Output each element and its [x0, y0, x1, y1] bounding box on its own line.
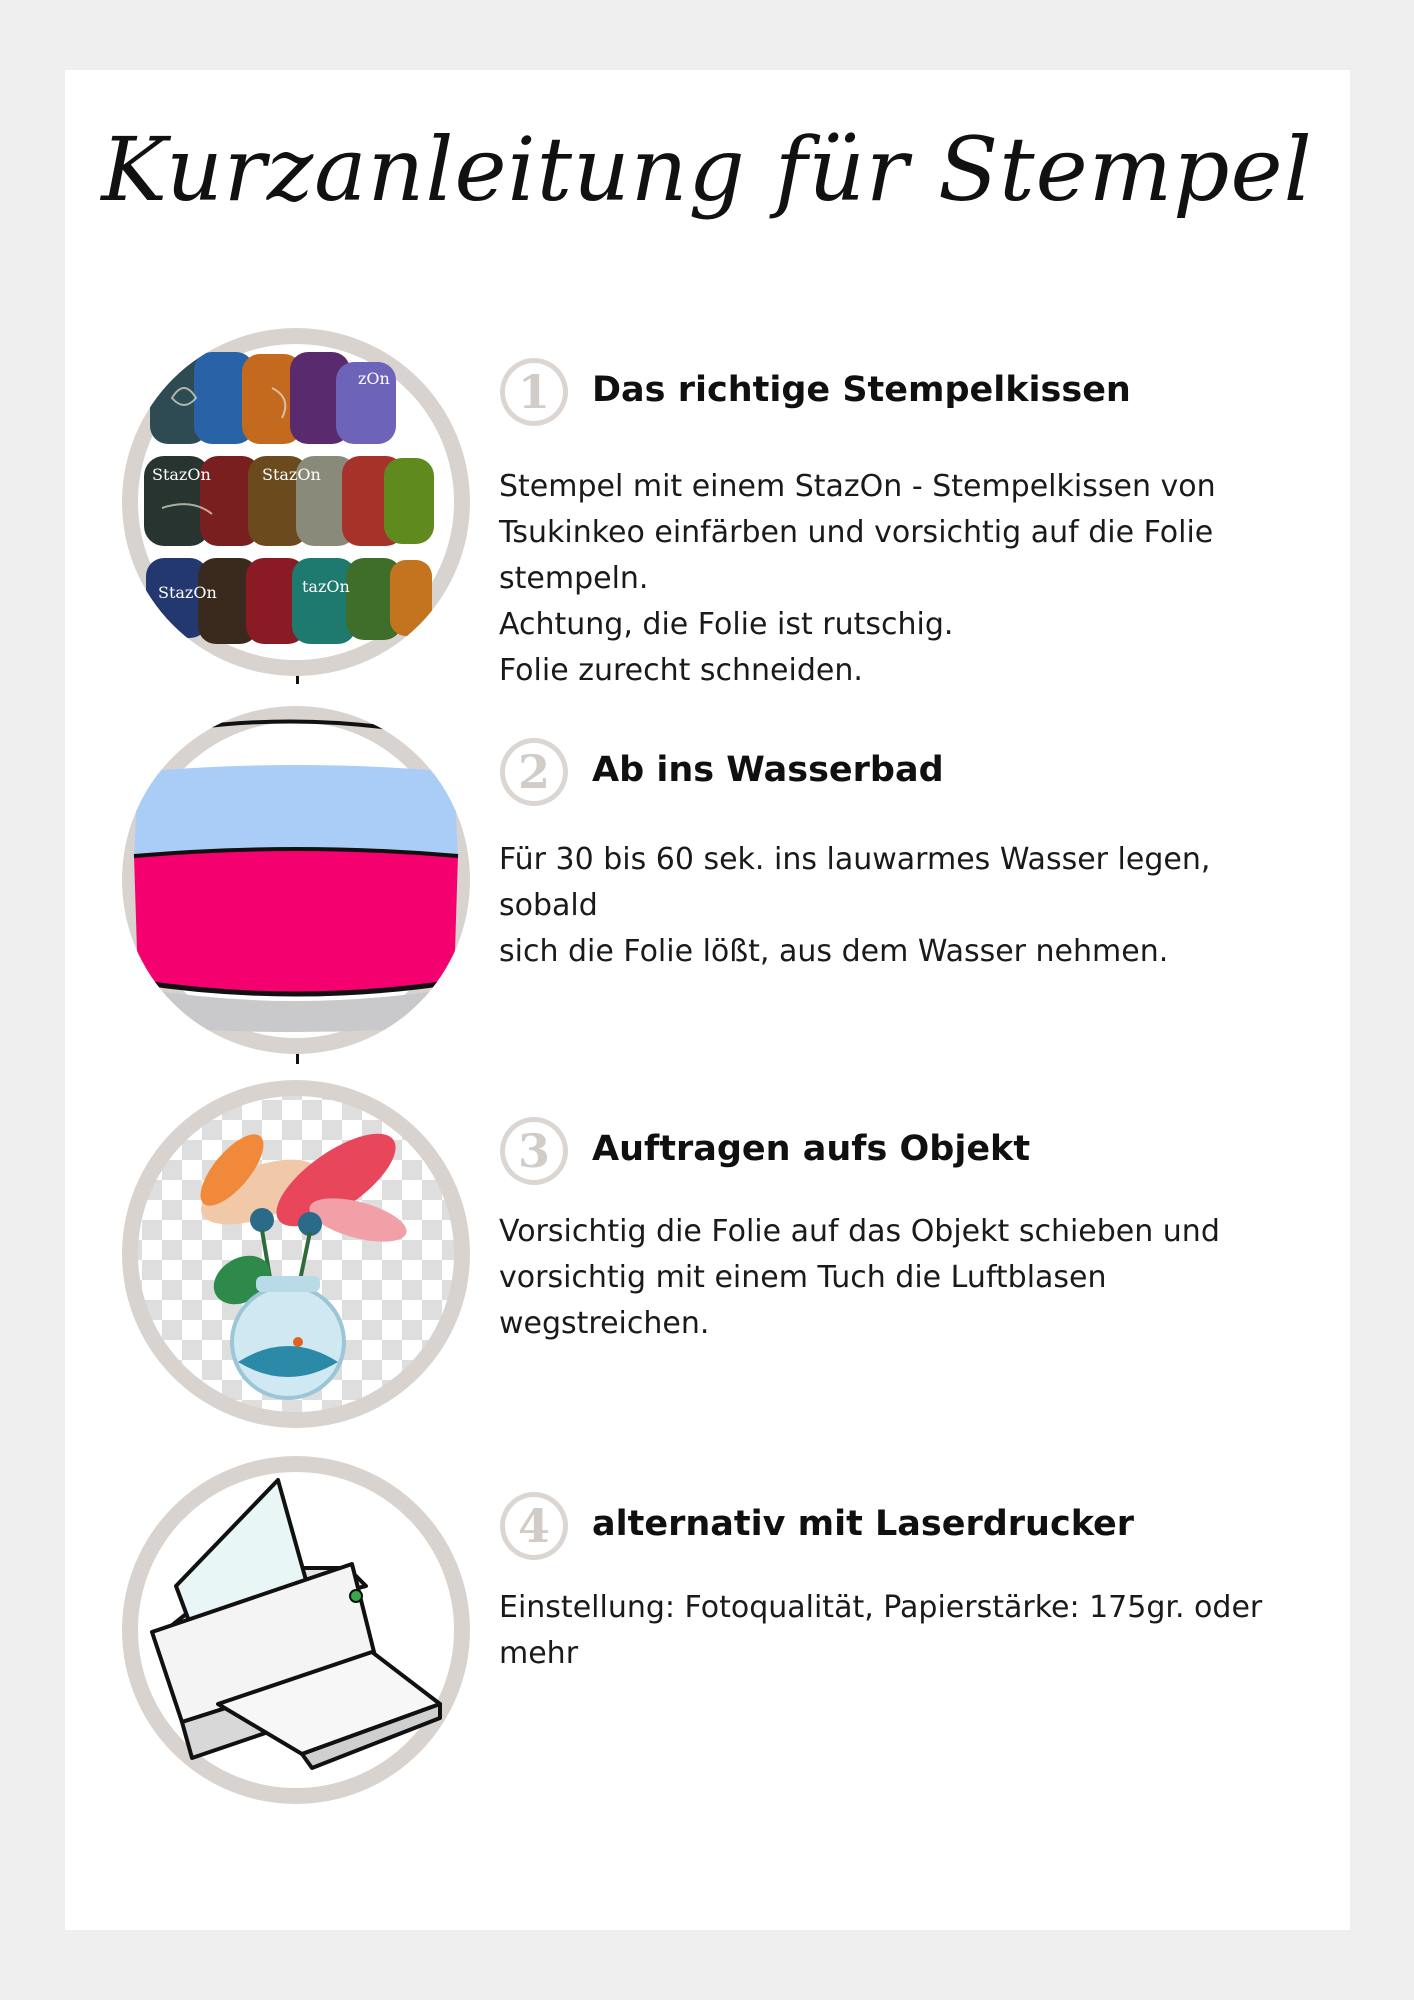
step-3-text: [499, 1209, 1299, 1347]
text-line: mehr: [499, 1636, 579, 1671]
ink-pad-label: StazOn: [152, 465, 211, 484]
step-number: 4: [505, 1497, 563, 1555]
step-4-title: alternativ mit Laserdrucker: [592, 1504, 1135, 1544]
step-2-title: Ab ins Wasserbad: [592, 750, 944, 790]
text-line: Einstellung: Fotoqualität, Papierstärke: 175gr. oder: [499, 1590, 1263, 1625]
step-number: 2: [505, 743, 563, 801]
text-line: Stempel mit einem StazOn - Stempelkissen von: [499, 469, 1216, 504]
page-title: Kurzanleitung für Stempel: [101, 118, 1313, 221]
step-1-title: Das richtige Stempelkissen: [592, 370, 1131, 410]
text-line: Vorsichtig die Folie auf das Objekt schieben und: [499, 1214, 1220, 1249]
flower-jar-decal-image: [122, 1080, 470, 1428]
laser-printer-image: [122, 1456, 470, 1804]
text-line: stempeln.: [499, 561, 649, 596]
step-4-number-badge: [500, 1492, 568, 1560]
ink-pad-label: tazOn: [302, 577, 350, 596]
ink-pad-label: StazOn: [262, 465, 321, 484]
text-line: vorsichtig mit einem Tuch die Luftblasen: [499, 1260, 1107, 1295]
step-3-title: Auftragen aufs Objekt: [592, 1129, 1031, 1169]
text-line: Tsukinkeo einfärben und vorsichtig auf die Folie: [499, 515, 1214, 550]
stazon-ink-pads-image: [122, 328, 470, 676]
step-4-text: [499, 1585, 1299, 1677]
text-line: Folie zurecht schneiden.: [499, 653, 863, 688]
step-3-number-badge: [500, 1117, 568, 1185]
text-line: wegstreichen.: [499, 1306, 710, 1341]
water-basin-image: [122, 706, 470, 1054]
step-2-text: [499, 837, 1299, 975]
step-number: 1: [505, 363, 563, 421]
step-1-text: [499, 464, 1299, 694]
step-number: 3: [505, 1122, 563, 1180]
text-line: Achtung, die Folie ist rutschig.: [499, 607, 954, 642]
step-2-number-badge: [500, 738, 568, 806]
step-1-number-badge: [500, 358, 568, 426]
text-line: sich die Folie lößt, aus dem Wasser nehmen.: [499, 934, 1169, 969]
ink-pad-label: StazOn: [158, 583, 217, 602]
ink-pad-label: zOn: [358, 369, 390, 388]
text-line: Für 30 bis 60 sek. ins lauwarmes Wasser legen, sobald: [499, 842, 1211, 923]
